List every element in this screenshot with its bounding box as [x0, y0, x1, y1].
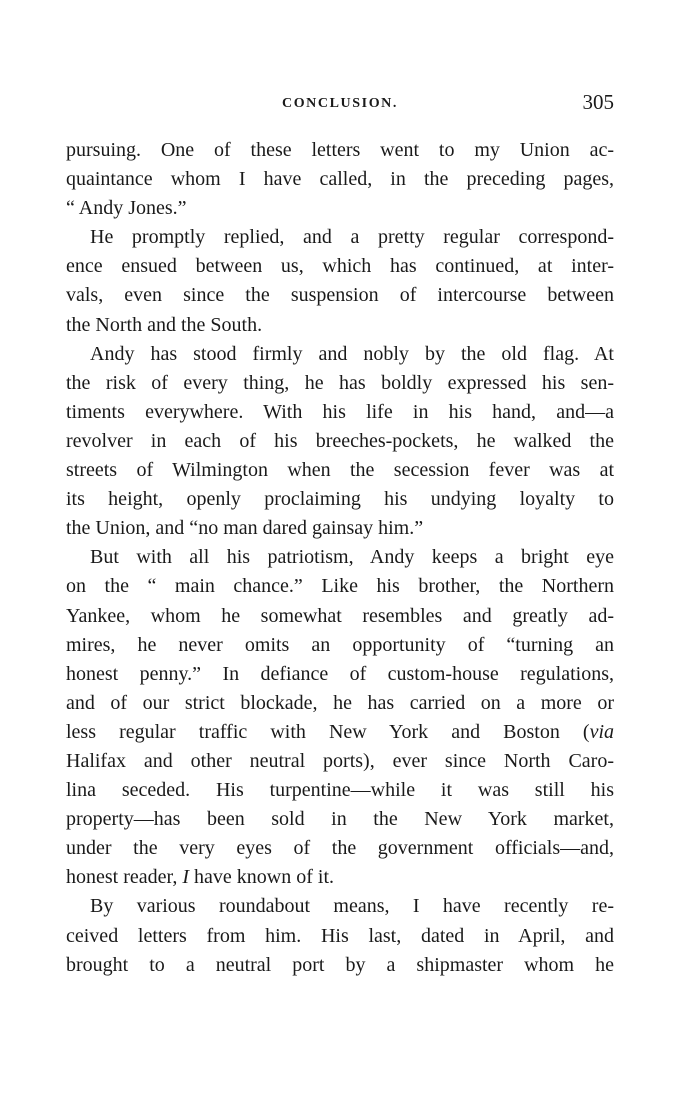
text-line: brought to a neutral port by a shipmaster whom he: [66, 953, 614, 976]
italic-word: via: [589, 720, 614, 743]
text-line: timents everywhere. With his life in his hand, and—a: [66, 400, 614, 423]
text-line: the Union, and “no man dared gainsay him.”: [66, 517, 424, 540]
text-line: “ Andy Jones.”: [66, 197, 187, 220]
body-text: [66, 136, 614, 980]
text-line: quaintance whom I have called, in the preceding pages,: [66, 168, 614, 191]
text-line: the North and the South.: [66, 313, 263, 336]
text-line-end: have known of it.: [189, 866, 335, 889]
chapter-title: CONCLUSION.: [281, 96, 398, 111]
text-line: honest penny.” In defiance of custom-house regulations,: [66, 662, 614, 685]
text-line: Halifax and other neutral ports), ever since North Caro-: [66, 749, 614, 772]
text-line: the risk of every thing, he has boldly expressed his sen-: [66, 371, 614, 394]
text-line: Andy has stood firmly and nobly by the old flag. At: [90, 342, 614, 365]
text-line: and of our strict blockade, he has carried on a more or: [66, 691, 614, 714]
running-head: [66, 90, 614, 120]
text-line: property—has been sold in the New York market,: [66, 808, 614, 831]
text-line: under the very eyes of the government officials—and,: [66, 837, 614, 860]
text-line: [66, 718, 614, 747]
text-line: lina seceded. His turpentine—while it was still his: [66, 779, 614, 802]
text-line: ence ensued between us, which has continued, at inter-: [66, 255, 614, 278]
text-line: He promptly replied, and a pretty regular correspond-: [90, 226, 614, 249]
text-line: By various roundabout means, I have recently re-: [90, 895, 614, 918]
text-line: ceived letters from him. His last, dated in April, and: [66, 924, 614, 947]
italic-word: I: [182, 866, 190, 889]
text-line: streets of Wilmington when the secession fever was at: [66, 459, 614, 482]
text-line: Yankee, whom he somewhat resembles and greatly ad-: [66, 604, 614, 627]
text-line: revolver in each of his breeches-pockets, he walked the: [66, 429, 614, 452]
text-line: its height, openly proclaiming his undying loyalty to: [66, 488, 614, 511]
page-number: 305: [582, 90, 614, 114]
text-line-start: honest reader,: [66, 866, 183, 889]
text-line: pursuing. One of these letters went to my Union ac-: [66, 139, 614, 161]
text-line: mires, he never omits an opportunity of “turning an: [66, 633, 614, 656]
text-line: vals, even since the suspension of intercourse between: [66, 284, 614, 307]
text-line: on the “ main chance.” Like his brother, the Northern: [66, 575, 614, 598]
text-line-start: less regular traffic with New York and Boston (: [66, 720, 590, 743]
text-line: But with all his patriotism, Andy keeps a bright eye: [90, 546, 614, 569]
text-line: [66, 863, 614, 892]
